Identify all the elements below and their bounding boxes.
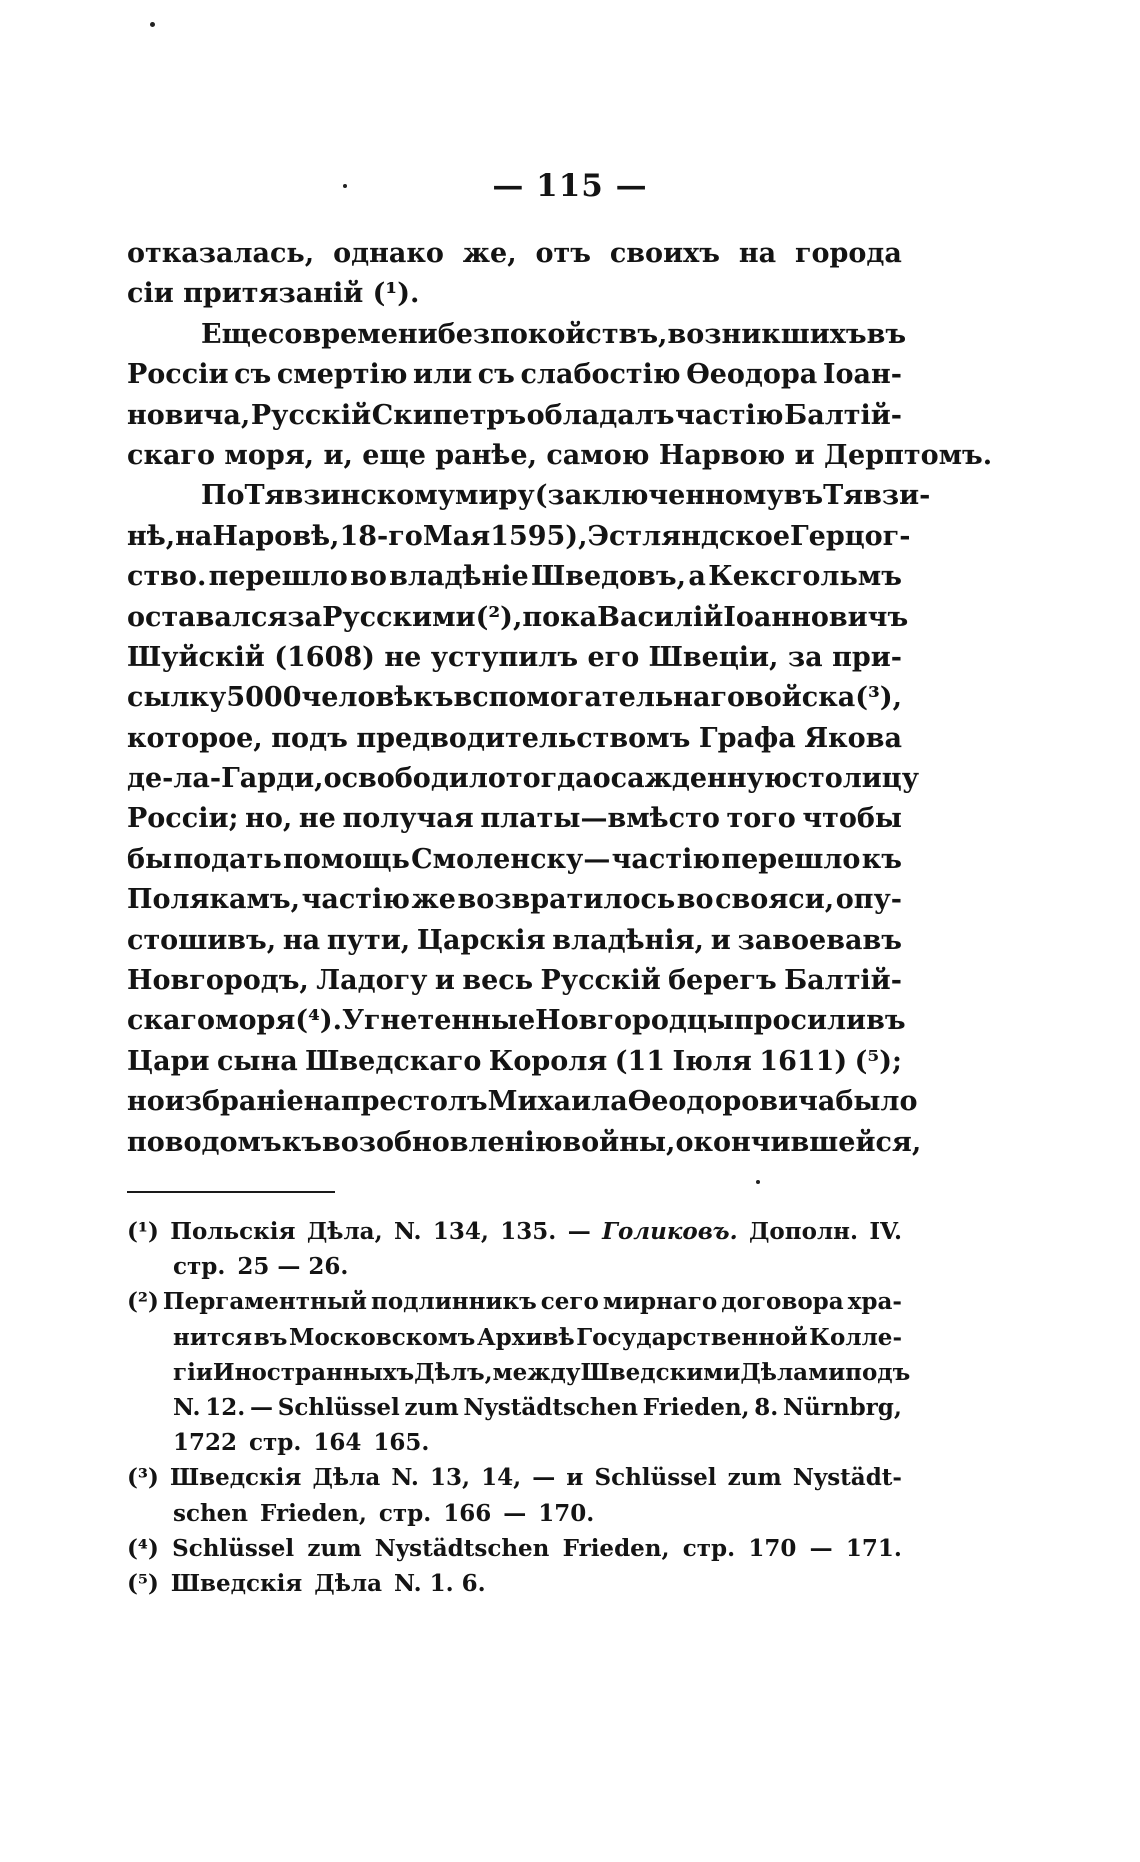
word: Наровѣ,	[212, 520, 340, 552]
word: Герцог-	[790, 520, 911, 552]
word: къ	[861, 843, 902, 875]
word: а	[688, 561, 706, 593]
footnotes	[127, 1214, 911, 1601]
word: частію	[611, 843, 721, 875]
word: возникшихъ	[667, 318, 867, 350]
footnote-word: Дѣлъ,	[414, 1358, 493, 1386]
word: съ	[234, 359, 272, 391]
word: и	[434, 965, 455, 997]
footnote-word: 171.	[845, 1534, 902, 1562]
footnote-word: Архивѣ	[476, 1323, 575, 1351]
footnote-word: N. 1. 6.	[394, 1569, 486, 1597]
word: Гарди,	[221, 763, 324, 795]
word: тогда	[505, 763, 593, 795]
footnote-line	[127, 1214, 902, 1249]
footnote-word: Frieden,	[642, 1393, 750, 1421]
word: Смоленску—	[411, 843, 611, 875]
word: избраніе	[164, 1086, 304, 1118]
word: перешло	[721, 843, 861, 875]
word: подъ	[271, 722, 348, 754]
word: По	[201, 480, 245, 512]
word: времени	[302, 318, 438, 350]
word: человѣкъ	[301, 682, 454, 714]
word: окончившейся,	[675, 1126, 922, 1158]
word: частію	[301, 884, 410, 916]
footnote-word: —	[567, 1218, 591, 1245]
word: (³),	[855, 682, 903, 714]
footnote-word: 14,	[481, 1464, 522, 1492]
word: Шведовъ,	[530, 561, 687, 593]
footnote-line	[127, 1496, 902, 1531]
word: оставался	[127, 601, 288, 633]
ink-speck	[343, 184, 347, 188]
footnote-word: Дѣла	[314, 1569, 383, 1597]
word: Іюля	[672, 1045, 752, 1077]
word: съ	[477, 359, 515, 391]
word: опу-	[835, 884, 902, 916]
word: Россіи	[127, 359, 229, 391]
footnote-word: Дѣла,	[306, 1218, 383, 1245]
word: владѣнія,	[552, 924, 704, 956]
word: возобновленію	[321, 1126, 563, 1158]
word: Царскія	[416, 924, 546, 956]
footnote-word: и	[566, 1464, 584, 1492]
word: или	[413, 359, 473, 391]
word: Мая	[422, 520, 491, 552]
word: пути,	[326, 924, 411, 956]
word: столицу	[791, 763, 920, 795]
word: освободило	[323, 763, 506, 795]
word: Угнетенные	[342, 1005, 536, 1037]
footnote-word: гіи	[173, 1358, 213, 1386]
ink-speck	[150, 22, 155, 27]
word: безпокойствъ,	[437, 318, 668, 350]
word: Шведскаго	[305, 1045, 482, 1077]
footnote-word: —	[809, 1534, 833, 1562]
word: его	[587, 641, 640, 673]
word: -	[209, 763, 222, 795]
word: скаго моря, и, еще ранѣе, самою Нарвою и Дерптомъ.	[127, 439, 993, 471]
footnote-word: подлинникъ	[371, 1288, 537, 1316]
text-line	[127, 234, 902, 274]
word: но,	[245, 803, 293, 835]
footnote-word: подъ	[845, 1358, 911, 1386]
word: Графа	[698, 722, 796, 754]
word: просили	[733, 1005, 867, 1037]
footnote-divider	[127, 1191, 335, 1193]
word: (²),	[475, 601, 523, 633]
word: не	[298, 803, 336, 835]
footnote-word: Московскомъ	[289, 1323, 476, 1351]
text-line	[127, 840, 902, 880]
word: миру	[455, 480, 535, 512]
text-line	[127, 921, 902, 961]
footnote-word: Шведскими	[580, 1358, 741, 1386]
word: престолъ	[340, 1086, 488, 1118]
text-line	[127, 598, 909, 638]
word: Шуйскій	[127, 641, 265, 673]
word: де-ла	[127, 763, 210, 795]
text-line	[127, 476, 931, 516]
word: Еще	[201, 318, 268, 350]
footnote-word: IV.	[869, 1218, 902, 1245]
word: помощь	[283, 843, 410, 875]
word: слабостію	[520, 359, 681, 391]
text-line	[127, 759, 920, 799]
footnote-word: N.	[393, 1218, 422, 1245]
word: Полякамъ,	[127, 884, 301, 916]
footnote-word: 25 — 26.	[237, 1253, 349, 1281]
word: при-	[832, 641, 902, 673]
footnote-word: Дѣла	[312, 1464, 381, 1492]
word: частію	[675, 399, 784, 431]
footnote-word: Шведскія	[169, 1464, 302, 1492]
footnote-word: Иностранныхъ	[212, 1358, 415, 1386]
footnote-word: Шведскія	[170, 1569, 303, 1597]
text-line	[127, 436, 993, 476]
footnote-word: Голиковъ.	[602, 1218, 738, 1245]
footnote-word: —	[250, 1393, 274, 1421]
word: во	[350, 561, 387, 593]
footnote-word: договора	[721, 1288, 844, 1316]
word: Кексгольмъ	[708, 561, 902, 593]
footnote-word: 164	[313, 1429, 362, 1457]
word: вспомогательнаго	[453, 682, 745, 714]
footnote-word: Schlüssel	[594, 1464, 717, 1492]
footnote-word: въ	[253, 1323, 288, 1351]
text-line	[127, 1123, 922, 1163]
word: Новгородцы	[535, 1005, 734, 1037]
text-line	[127, 1042, 902, 1082]
word: скаго	[127, 1005, 215, 1037]
word: къ	[281, 1126, 322, 1158]
footnote-word: Польскія	[170, 1218, 296, 1245]
ink-speck	[756, 1180, 760, 1184]
word: же	[411, 884, 456, 916]
word: было	[835, 1086, 918, 1118]
word: Михаила	[487, 1086, 628, 1118]
word: получая	[342, 803, 474, 835]
word: войны,	[562, 1126, 676, 1158]
footnote-word: Schlüssel	[172, 1534, 295, 1562]
word: на	[738, 238, 777, 269]
word: Эстляндское	[587, 520, 790, 552]
text-line	[127, 1001, 906, 1041]
word: Короля	[488, 1045, 608, 1077]
word: Өеодора	[686, 359, 818, 391]
word: Іоанновичъ	[723, 601, 909, 633]
footnote-line	[127, 1355, 911, 1390]
word: сылку	[127, 682, 227, 714]
word: своихъ	[609, 238, 720, 269]
footnote-line	[127, 1531, 902, 1566]
word: со	[267, 318, 303, 350]
footnote-word: Frieden,	[260, 1499, 367, 1527]
footnote-word: Schlüssel	[277, 1393, 400, 1421]
footnote-line	[127, 1284, 902, 1319]
page-number: — 115 —	[492, 168, 648, 204]
footnote-word: 134,	[432, 1218, 489, 1245]
footnote-word: хра-	[847, 1288, 902, 1316]
word: за	[787, 641, 823, 673]
body-text	[127, 234, 993, 1163]
word: сіи притязаній (¹).	[127, 278, 420, 310]
word: 1595),	[490, 520, 588, 552]
footnote-word: Nürnbrg,	[783, 1393, 902, 1421]
word: города	[794, 238, 902, 269]
word: же,	[462, 238, 517, 269]
word: въ	[866, 318, 907, 350]
word: однако	[333, 238, 444, 269]
word: Русскій	[250, 399, 372, 431]
word: обладалъ	[526, 399, 675, 431]
footnote-word: 1722	[173, 1429, 238, 1457]
word: Тявзи-	[823, 480, 931, 512]
footnote-line	[127, 1320, 902, 1355]
word: (⁵);	[854, 1045, 902, 1077]
footnote-word: 165.	[373, 1429, 430, 1457]
word: и	[710, 924, 731, 956]
word: возвратилось	[457, 884, 676, 916]
word: отъ	[535, 238, 591, 269]
word: свояси,	[715, 884, 835, 916]
word: весь	[462, 965, 534, 997]
word: на	[303, 1086, 341, 1118]
word: 1611)	[759, 1045, 848, 1077]
word: нѣ,	[127, 520, 176, 552]
word: Русскими	[322, 601, 476, 633]
text-line	[127, 799, 902, 839]
word: Өеодоровича	[627, 1086, 836, 1118]
text-line	[127, 557, 902, 597]
footnote-word: 13,	[429, 1464, 470, 1492]
word: Балтій-	[784, 399, 902, 431]
word: не	[384, 641, 422, 673]
word: владѣніе	[389, 561, 529, 593]
word: Новгородъ,	[127, 965, 309, 997]
footnote-word: 8.	[754, 1393, 779, 1421]
footnote-word: Пергаментный	[162, 1288, 367, 1316]
footnote-word: (⁵)	[127, 1569, 159, 1597]
footnote-word: (¹)	[127, 1218, 159, 1245]
footnote-word: zum	[727, 1464, 782, 1492]
footnote-word: (³)	[127, 1464, 159, 1492]
word: Василій	[597, 601, 724, 633]
text-line	[127, 880, 902, 920]
footnote-word: 135.	[500, 1218, 557, 1245]
footnote-word: Колле-	[809, 1323, 902, 1351]
text-line	[127, 396, 902, 436]
word: смертію	[276, 359, 408, 391]
footnote-word: —	[503, 1499, 527, 1527]
word: Тявзинскому	[244, 480, 456, 512]
word: пока	[522, 601, 598, 633]
word: новича,	[127, 399, 251, 431]
footnote-word: Дополн.	[748, 1218, 859, 1245]
word: того	[726, 803, 796, 835]
text-line	[127, 1082, 918, 1122]
word: (⁴).	[295, 1005, 343, 1037]
footnote-word: стр.	[173, 1253, 226, 1281]
footnote-word: N.	[391, 1464, 419, 1492]
word: отказалась,	[127, 238, 315, 269]
footnote-word: —	[532, 1464, 556, 1492]
footnote-word: 166	[443, 1499, 492, 1527]
word: Балтій-	[784, 965, 902, 997]
footnote-word: между	[492, 1358, 581, 1386]
word: на	[175, 520, 213, 552]
footnote-word: стр.	[249, 1429, 302, 1457]
footnote-word: Nystädtschen	[374, 1534, 550, 1562]
word: Швеціи,	[648, 641, 779, 673]
word: которое,	[127, 722, 263, 754]
footnote-word: zum	[404, 1393, 459, 1421]
footnote-line	[127, 1249, 902, 1284]
word: Скипетръ	[371, 399, 527, 431]
footnote-word: 170.	[538, 1499, 595, 1527]
word: перешло	[208, 561, 348, 593]
word: завоевавъ	[737, 924, 902, 956]
word: поводомъ	[127, 1126, 282, 1158]
word: стошивъ,	[127, 924, 277, 956]
text-line	[127, 315, 907, 355]
word: осажденную	[592, 763, 792, 795]
footnote-word: 12.	[205, 1393, 246, 1421]
footnote-word: стр.	[682, 1534, 736, 1562]
word: во	[676, 884, 714, 916]
footnote-word: Nystädt-	[792, 1464, 902, 1492]
text-line	[127, 719, 902, 759]
text-line	[127, 517, 911, 557]
word: Якова	[804, 722, 902, 754]
footnote-word: нится	[173, 1323, 253, 1351]
text-line	[127, 638, 902, 678]
footnote-word: N.	[173, 1393, 201, 1421]
footnote-line	[127, 1460, 902, 1495]
footnote-word: мирнаго	[602, 1288, 718, 1316]
word: за	[287, 601, 323, 633]
word: Россіи;	[127, 803, 239, 835]
word: (11	[614, 1045, 666, 1077]
word: Ладогу	[316, 965, 428, 997]
word: но	[127, 1086, 165, 1118]
footnote-word: сего	[540, 1288, 599, 1316]
word: предводительствомъ	[356, 722, 691, 754]
footnote-word: Государственной	[576, 1323, 808, 1351]
footnote-word: Дѣлами	[740, 1358, 846, 1386]
word: уступилъ	[430, 641, 579, 673]
word: 18-го	[339, 520, 423, 552]
word: 5000	[226, 682, 302, 714]
word: въ	[783, 480, 824, 512]
footnote-word: zum	[307, 1534, 362, 1562]
text-line	[127, 274, 902, 314]
footnote-line	[127, 1425, 902, 1460]
word: въ	[866, 1005, 906, 1037]
footnote-word: 170	[748, 1534, 797, 1562]
footnote-word: Frieden,	[562, 1534, 670, 1562]
word: Цари	[127, 1045, 210, 1077]
text-line	[127, 355, 902, 395]
word: моря	[215, 1005, 296, 1037]
footnote-word: schen	[173, 1499, 249, 1527]
footnote-word: (²)	[127, 1288, 159, 1316]
word: бы	[127, 843, 173, 875]
word: ство.	[127, 561, 207, 593]
word: Іоан-	[822, 359, 902, 391]
word: войска	[745, 682, 856, 714]
footnote-word: (⁴)	[127, 1534, 159, 1562]
word: на	[282, 924, 321, 956]
footnote-line	[127, 1390, 902, 1425]
footnote-word: стр.	[378, 1499, 432, 1527]
text-line	[127, 678, 902, 718]
word: (1608)	[274, 641, 375, 673]
word: (заключенному	[534, 480, 784, 512]
footnote-line	[127, 1566, 902, 1601]
word: Русскій	[540, 965, 661, 997]
word: подать	[173, 843, 282, 875]
word: платы—вмѣсто	[480, 803, 720, 835]
word: берегъ	[668, 965, 777, 997]
text-line	[127, 961, 902, 1001]
footnote-word: Nystädtschen	[463, 1393, 638, 1421]
word: чтобы	[802, 803, 902, 835]
word: сына	[216, 1045, 298, 1077]
